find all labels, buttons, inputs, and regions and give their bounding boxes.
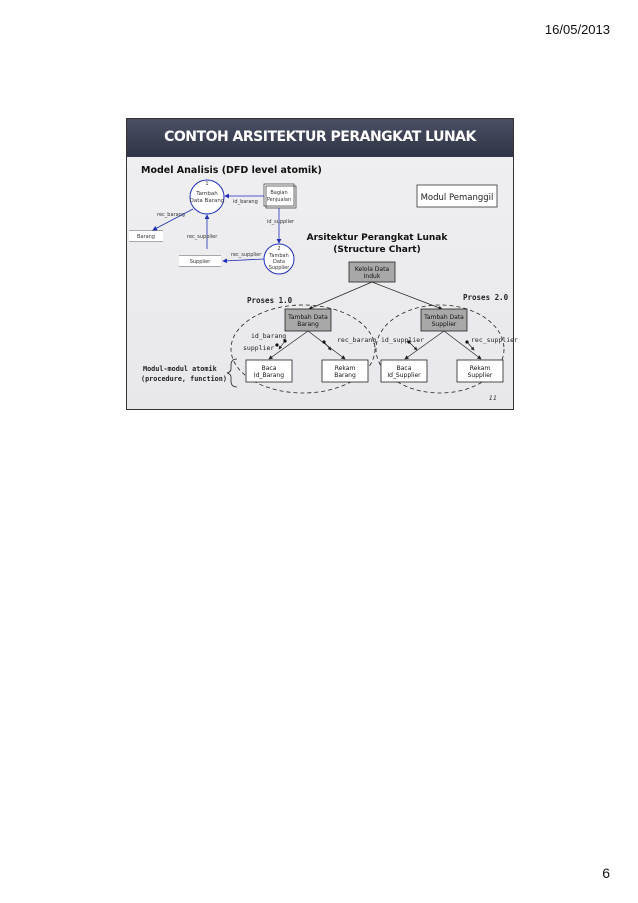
slide [126, 118, 518, 410]
proses-1-label: Proses 1.0 [247, 296, 293, 305]
module-tambah-data-supplier [421, 309, 467, 331]
flag-rec-supplier-label: rec_supplier [471, 336, 518, 344]
dfd-store-barang-label: Barang [137, 234, 155, 240]
modul-pemanggil-label: Modul Pemanggil [420, 193, 494, 203]
slide-number: 11 [488, 394, 497, 402]
dfd-store-supplier [179, 256, 221, 266]
dfd-flow-rec-supplier-store: rec_supplier [187, 234, 218, 240]
dfd-process-1-number: 1 [205, 181, 209, 187]
module-baca-id-supplier [381, 360, 427, 382]
module-kelola-data-induk [349, 262, 395, 282]
modul-pemanggil-callout [417, 185, 497, 207]
atomic-brace [227, 359, 237, 387]
dfd-store-supplier-label: Supplier [189, 259, 211, 265]
module-tambah-data-barang [285, 309, 331, 331]
data-couple-supplier [243, 343, 279, 352]
structure-chart-heading-line2: (Structure Chart) [333, 245, 421, 255]
dfd-process-2-number: 2 [277, 246, 281, 252]
module-baca-supplier-line2: Id_Supplier [387, 372, 421, 379]
flag-supplier-label: supplier [243, 344, 275, 352]
module-tambah-supplier-line1: Tambah Data [424, 314, 464, 321]
module-tambah-barang-line1: Tambah Data [288, 314, 328, 321]
proses-2-label: Proses 2.0 [463, 293, 509, 302]
dfd-heading: Model Analisis (DFD level atomik) [141, 165, 322, 176]
module-baca-barang-line1: Baca [261, 365, 277, 372]
module-rekam-supplier-line2: Supplier [467, 372, 493, 379]
data-couple-id-supplier [381, 336, 424, 350]
dfd-store-barang [129, 231, 163, 241]
module-rekam-barang-line2: Barang [334, 372, 356, 379]
dfd-process-2-line1: Tambah [269, 253, 289, 259]
dfd-process-1 [190, 180, 225, 214]
module-baca-id-barang [246, 360, 292, 382]
flag-id-supplier-label: id_supplier [381, 336, 425, 344]
module-baca-supplier-line1: Baca [396, 365, 412, 372]
dfd-entity-bagian-line1: Bagian [270, 190, 288, 196]
module-kelola-line2: Induk [363, 273, 381, 280]
dfd-process-2-line3: Supplier [268, 265, 290, 271]
atomic-label-line2: (procedure, function) [141, 375, 227, 383]
dfd-flow-id-supplier: id_supplier [267, 219, 295, 225]
module-tambah-supplier-line2: Supplier [431, 321, 457, 328]
flag-id-barang-label: id_barang [251, 332, 287, 340]
module-kelola-line1: Kelola Data [354, 266, 390, 273]
page-date: 16/05/2013 [544, 22, 610, 37]
module-rekam-supplier [457, 360, 503, 382]
module-rekam-barang-line1: Rekam [334, 365, 356, 372]
module-rekam-barang [322, 360, 368, 382]
dfd-process-2 [264, 244, 294, 274]
flag-rec-barang-label: rec_barang [337, 336, 377, 344]
dfd-process-1-line2: Data Barang [189, 198, 225, 204]
slide-diagram [127, 119, 518, 409]
page-number: 6 [602, 865, 610, 881]
module-baca-barang-line2: Id_Barang [253, 372, 285, 379]
dfd-process-1-line1: Tambah [196, 191, 218, 197]
dfd-flow-rec-supplier-proc: rec_supplier [231, 252, 262, 258]
dfd-entity-bagian-penjualan [264, 184, 296, 208]
dfd-flow-rec-barang: rec_barang [157, 212, 185, 218]
dfd-entity-bagian-line2: Penjualan [266, 197, 292, 203]
atomic-label-line1: Modul-modul atomik [143, 365, 217, 373]
structure-chart-heading-line1: Arsitektur Perangkat Lunak [306, 233, 448, 243]
slide-title: CONTOH ARSITEKTUR PERANGKAT LUNAK [164, 129, 476, 145]
module-tambah-barang-line2: Barang [297, 321, 319, 328]
dfd-flow-id-barang: id_barang [233, 199, 258, 205]
module-rekam-supplier-line1: Rekam [469, 365, 491, 372]
dfd-process-2-line2: Data [273, 259, 285, 265]
data-couple-rec-supplier [465, 336, 518, 350]
